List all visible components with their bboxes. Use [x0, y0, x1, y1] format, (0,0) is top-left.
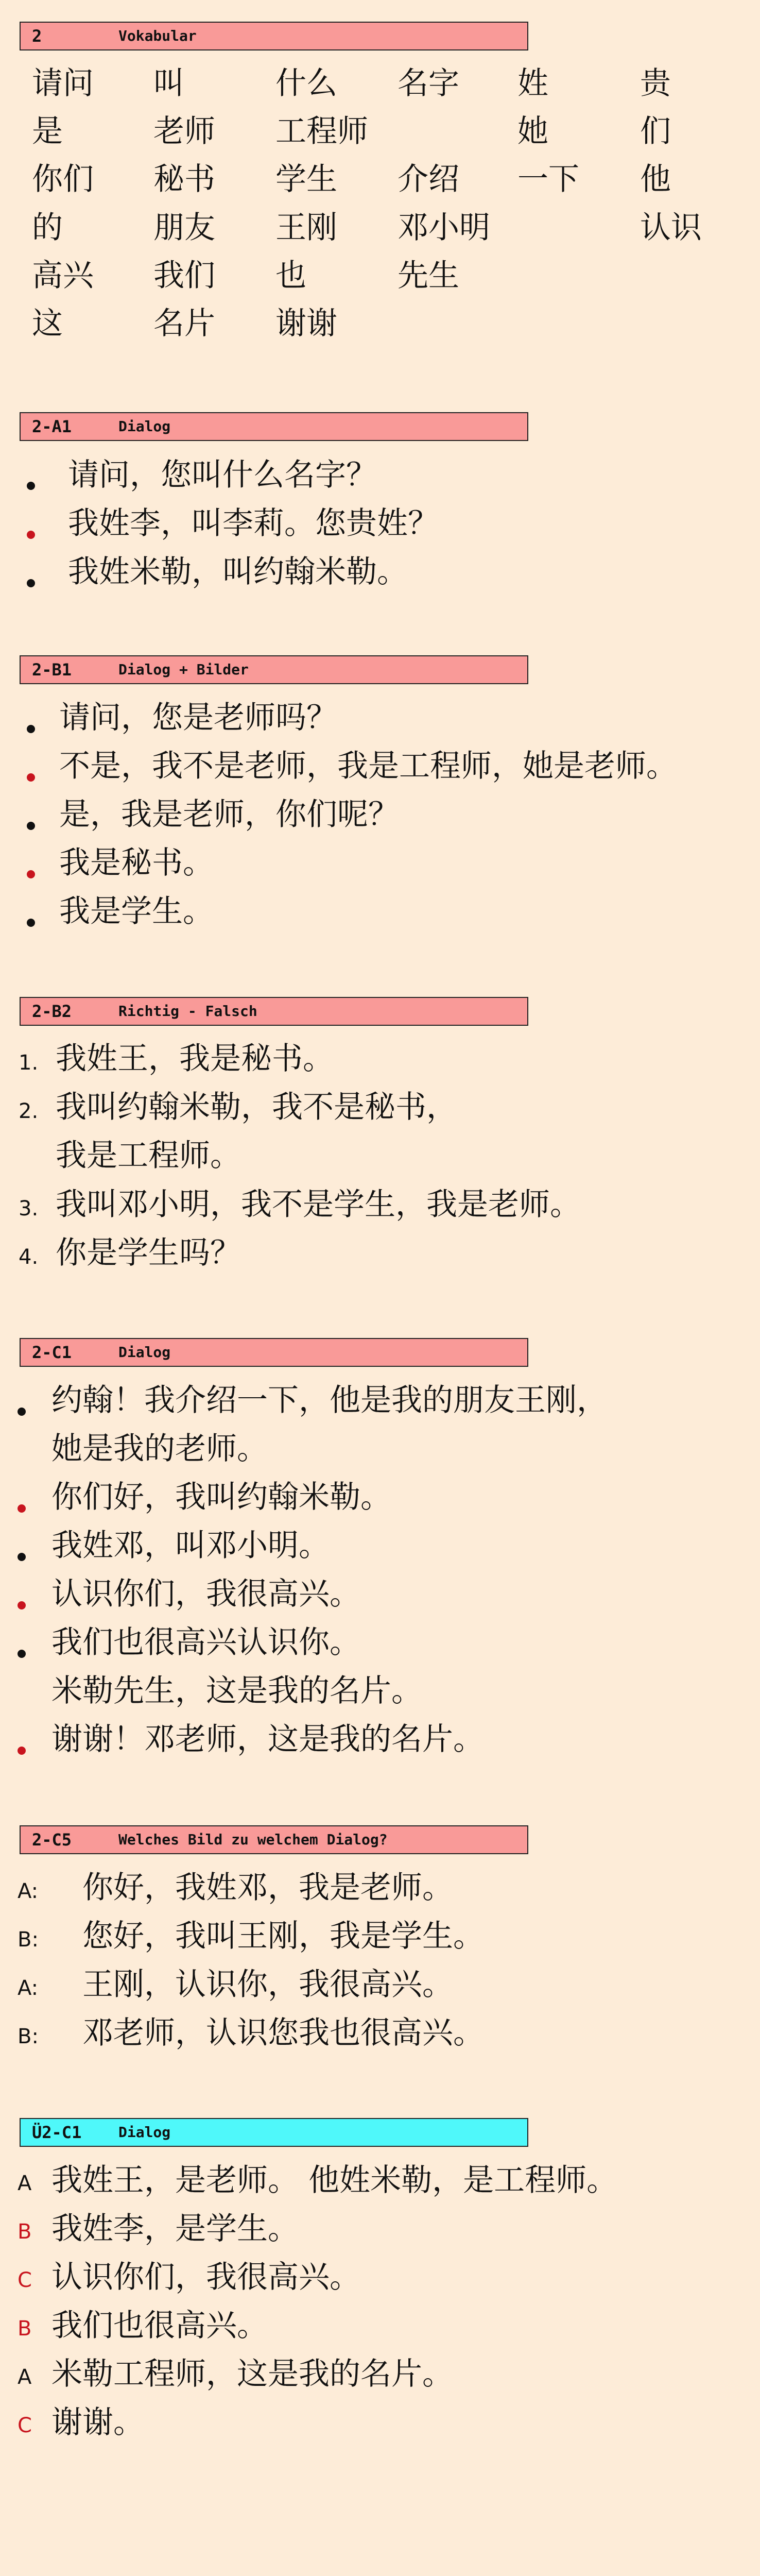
speaker-label: C	[18, 2414, 32, 2437]
bullet-black	[27, 482, 35, 490]
section-header-2-b1	[20, 655, 528, 684]
dialog-line: 邓老师，认识您我也很高兴。	[82, 2015, 484, 2051]
vocab-word: 老师	[153, 113, 215, 149]
dialog-line: 不是，我不是老师，我是工程师，她是老师。	[59, 748, 677, 784]
statement-line: 我姓王，我是秘书。	[56, 1041, 334, 1077]
vocab-word: 名片	[153, 306, 215, 342]
item-number: 2.	[19, 1099, 39, 1123]
bullet-black	[18, 1408, 26, 1416]
section-code: 2-B1	[32, 660, 72, 680]
dialog-line: 约翰！我介绍一下，他是我的朋友王刚，	[51, 1382, 608, 1418]
vocab-word: 你们	[32, 161, 94, 197]
dialog-line: 我姓邓，叫邓小明。	[51, 1528, 330, 1564]
dialog-line: 我姓米勒，叫约翰米勒。	[68, 554, 408, 590]
bullet-red	[18, 1747, 26, 1755]
dialog-line: 我姓李，叫李莉。您贵姓？	[68, 505, 439, 541]
bullet-black	[27, 725, 35, 733]
section-title: Richtig - Falsch	[118, 1003, 257, 1020]
speaker-label: C	[18, 2268, 32, 2292]
vocab-word: 秘书	[153, 161, 215, 197]
item-number: 4.	[19, 1245, 39, 1269]
dialog-line: 我姓李，是学生。	[51, 2211, 299, 2247]
section-code: 2	[32, 26, 42, 46]
vocab-word: 他	[640, 161, 671, 197]
bullet-black	[18, 1553, 26, 1561]
vocab-word: 她	[517, 113, 548, 149]
bullet-black	[18, 1650, 26, 1658]
vocab-word: 也	[275, 258, 306, 294]
vocab-word: 学生	[275, 161, 337, 197]
dialog-line: 谢谢。	[51, 2404, 144, 2441]
bullet-black	[27, 579, 35, 587]
dialog-line: 是，我是老师，你们呢？	[59, 796, 399, 833]
section-code: 2-C1	[32, 1343, 72, 1362]
statement-line: 我是工程师。	[56, 1138, 241, 1174]
section-code: Ü2-C1	[32, 2123, 82, 2142]
vocab-word: 贵	[640, 65, 671, 101]
vocab-word: 王刚	[275, 210, 337, 246]
dialog-line: 我是学生。	[59, 893, 214, 929]
dialog-line: 您好，我叫王刚，我是学生。	[82, 1918, 484, 1954]
section-header-2-c5	[20, 1825, 528, 1854]
dialog-line: 认识你们，我很高兴。	[51, 2259, 360, 2295]
section-title: Vokabular	[118, 27, 197, 44]
dialog-line: 你们好，我叫约翰米勒。	[51, 1479, 391, 1515]
dialog-line: 米勒先生，这是我的名片。	[51, 1673, 422, 1709]
section-header-2-c1	[20, 1338, 528, 1367]
dialog-line: 我们也很高兴认识你。	[51, 1624, 360, 1660]
dialog-line: 请问，您叫什么名字？	[68, 457, 377, 493]
vocab-word: 介绍	[398, 161, 459, 197]
section-header-2-b2	[20, 997, 528, 1026]
dialog-line: 我们也很高兴。	[51, 2308, 268, 2344]
bullet-red	[27, 773, 35, 782]
vocab-word: 是	[32, 113, 63, 149]
dialog-line: 认识你们，我很高兴。	[51, 1576, 360, 1612]
vocab-word: 的	[32, 210, 63, 246]
speaker-label: A:	[18, 1976, 39, 2000]
vocab-word: 什么	[275, 65, 337, 101]
vocab-word: 先生	[398, 258, 459, 294]
vocab-word: 请问	[32, 65, 94, 101]
bullet-black	[27, 822, 35, 830]
section-code: 2-B2	[32, 1002, 72, 1021]
section-title: Dialog	[118, 1344, 171, 1361]
vocab-word: 邓小明	[398, 210, 490, 246]
dialog-line: 你好，我姓邓，我是老师。	[82, 1870, 453, 1906]
vocab-word: 谢谢	[275, 306, 337, 342]
section-code: 2-A1	[32, 417, 72, 436]
speaker-label: B	[18, 2317, 32, 2341]
item-number: 3.	[19, 1197, 39, 1221]
vocab-word: 们	[640, 113, 671, 149]
speaker-label: A:	[18, 1879, 39, 1903]
section-title: Dialog	[118, 2124, 171, 2141]
section-header-u2-c1	[20, 2118, 528, 2147]
vocab-word: 我们	[153, 258, 215, 294]
dialog-line: 请问，您是老师吗？	[59, 700, 337, 736]
bullet-black	[27, 919, 35, 927]
bullet-red	[27, 870, 35, 878]
vocab-word: 认识	[640, 210, 702, 246]
bullet-red	[27, 531, 35, 539]
speaker-label: B	[18, 2220, 32, 2244]
dialog-line: 她是我的老师。	[51, 1431, 268, 1467]
vocab-word: 名字	[398, 65, 459, 101]
vocab-word: 一下	[517, 161, 579, 197]
vocab-word: 高兴	[32, 258, 94, 294]
dialog-line: 王刚，认识你，我很高兴。	[82, 1967, 453, 2003]
section-title: Dialog	[118, 418, 171, 435]
speaker-label: A	[18, 2365, 32, 2389]
statement-line: 我叫邓小明，我不是学生，我是老师。	[56, 1187, 581, 1223]
vocab-word: 工程师	[275, 113, 368, 149]
section-title: Welches Bild zu welchem Dialog?	[118, 1831, 388, 1848]
item-number: 1.	[19, 1051, 39, 1075]
speaker-label: B:	[18, 1928, 39, 1952]
section-header-vokabular	[20, 22, 528, 50]
dialog-line: 米勒工程师，这是我的名片。	[51, 2356, 453, 2392]
dialog-line: 我是秘书。	[59, 845, 214, 881]
vocab-word: 这	[32, 306, 63, 342]
section-title: Dialog + Bilder	[118, 661, 249, 678]
section-code: 2-C5	[32, 1830, 72, 1850]
dialog-line: 我姓王，是老师。 他姓米勒，是工程师。	[51, 2162, 618, 2198]
speaker-label: A	[18, 2172, 32, 2195]
vocab-word: 朋友	[153, 210, 215, 246]
statement-line: 我叫约翰米勒，我不是秘书，	[56, 1089, 457, 1125]
dialog-line: 谢谢！邓老师，这是我的名片。	[51, 1721, 484, 1757]
bullet-red	[18, 1601, 26, 1609]
vocab-word: 叫	[153, 65, 184, 101]
section-header-2-a1	[20, 412, 528, 441]
speaker-label: B:	[18, 2025, 39, 2048]
vocab-word: 姓	[517, 65, 548, 101]
statement-line: 你是学生吗？	[56, 1235, 241, 1271]
bullet-red	[18, 1504, 26, 1513]
